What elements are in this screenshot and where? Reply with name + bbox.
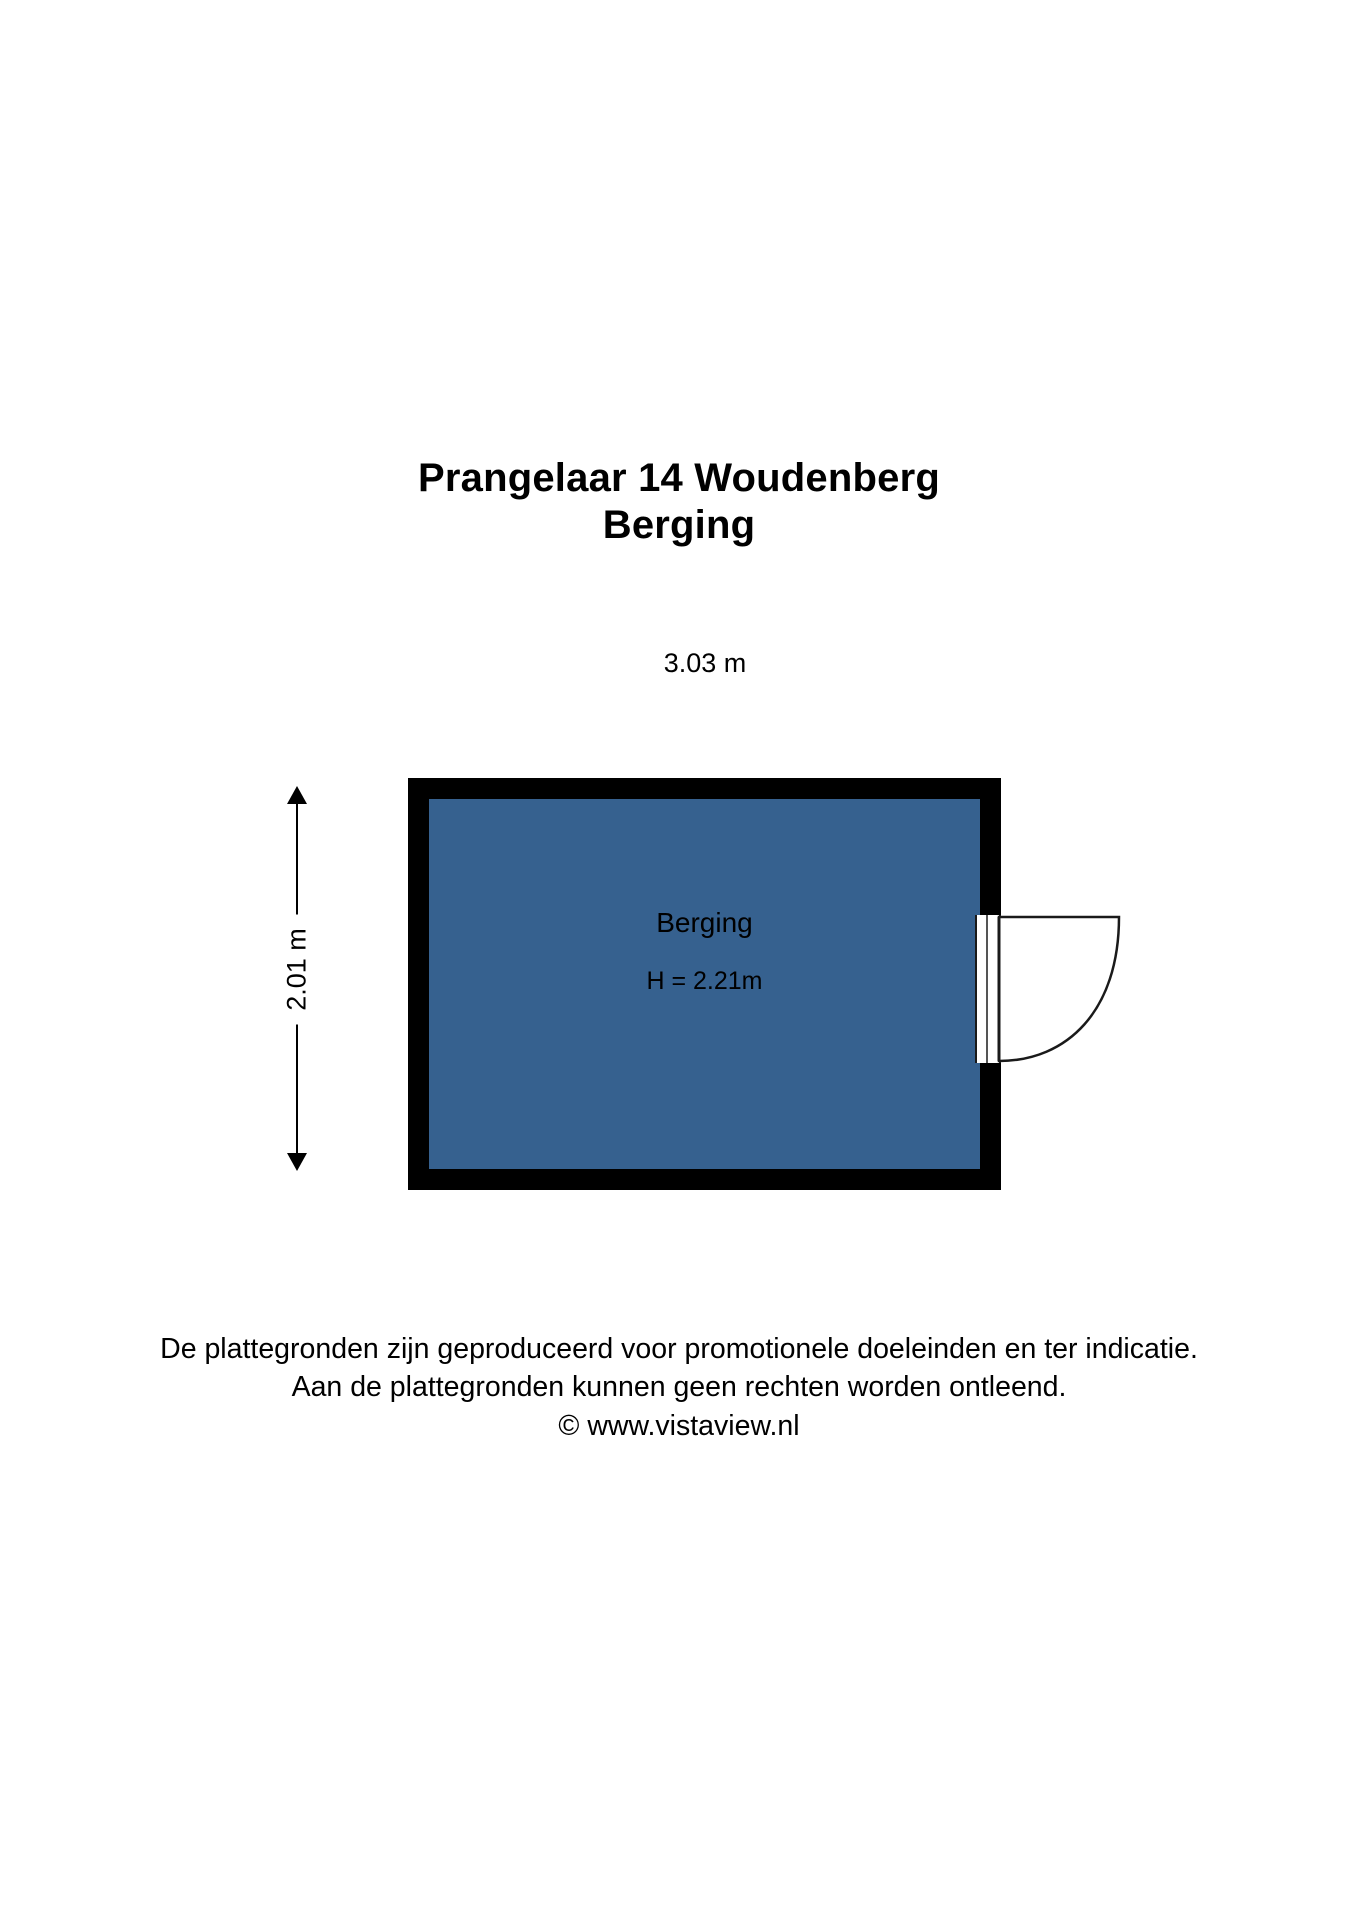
room-height-label: H = 2.21m	[646, 966, 763, 995]
height-dimension-value: 2.01 m	[282, 914, 313, 1025]
door-swing-icon	[997, 915, 1121, 1063]
arrow-down-icon	[287, 1153, 307, 1171]
copyright-line: © www.vistaview.nl	[558, 1409, 800, 1442]
room-label-group	[408, 908, 1001, 996]
disclaimer-line-1: De plattegronden zijn geproduceerd voor promotionele doeleinden en ter indicatie.	[160, 1333, 1198, 1365]
title-subtitle: Berging	[602, 503, 756, 548]
room-berging	[408, 778, 1001, 1190]
title-address: Prangelaar 14 Woudenberg	[418, 456, 940, 500]
width-dimension-value: 3.03 m	[648, 648, 763, 679]
height-dimension-label	[282, 798, 313, 1142]
width-dimension	[432, 648, 978, 688]
footer-disclaimer	[0, 1330, 1358, 1445]
disclaimer-line-2: Aan de plattegronden kunnen geen rechten worden ontleend.	[291, 1371, 1067, 1404]
room-name-label: Berging	[656, 907, 753, 938]
height-dimension	[275, 786, 319, 1171]
width-dimension-label	[432, 648, 978, 679]
